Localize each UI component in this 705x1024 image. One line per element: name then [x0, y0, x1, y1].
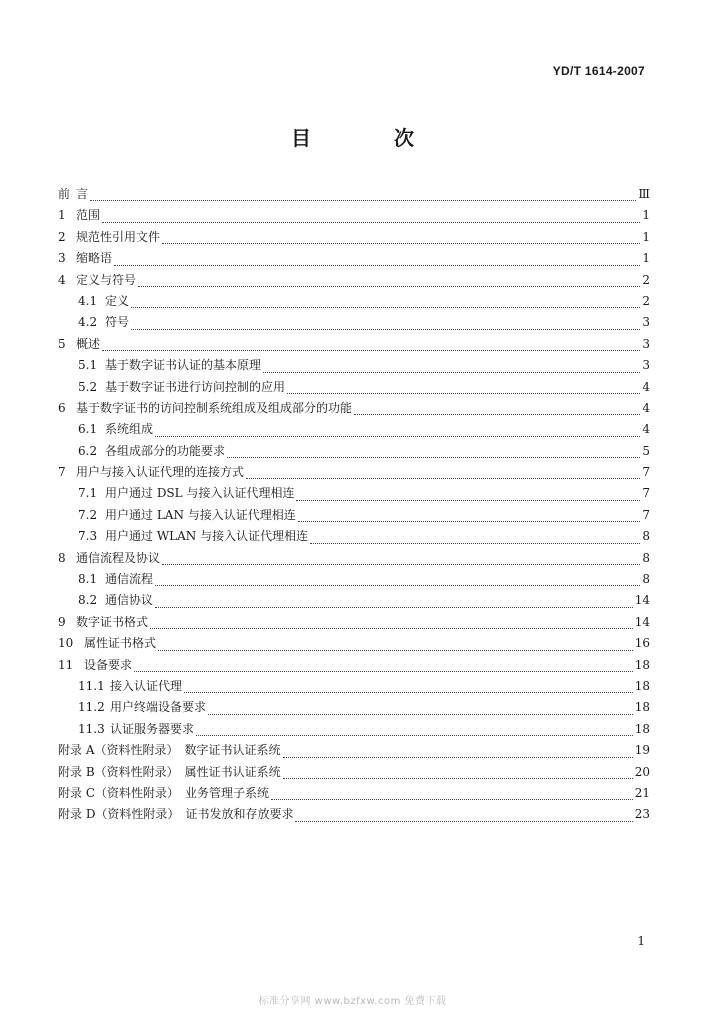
toc-entry-page: 18 [634, 700, 650, 715]
toc-entry-title: 各组成部分的功能要求 [105, 443, 226, 458]
toc-entry [58, 334, 650, 355]
toc-entry [58, 676, 650, 697]
toc-entry-page: 8 [642, 550, 650, 565]
toc-entry [58, 483, 650, 504]
toc-entry-page: 7 [642, 465, 650, 480]
toc-entry-page: 5 [642, 443, 650, 458]
toc-entry-label [58, 270, 136, 291]
toc-entry-number: 11.3 [78, 721, 105, 736]
toc-entry-label [78, 676, 182, 697]
toc-entry-label [78, 419, 153, 440]
toc-entry-page: 4 [642, 400, 650, 415]
toc-entry-page: 8 [642, 572, 650, 587]
toc-entry [58, 419, 650, 440]
toc-entry [58, 633, 650, 654]
toc-entry-label [78, 526, 308, 547]
toc-dot-leader [162, 242, 640, 244]
toc-entry-number: 11.1 [78, 678, 105, 693]
toc-entry-number: 5.2 [78, 379, 98, 394]
toc-entry-label [78, 355, 261, 376]
toc-dot-leader [296, 499, 640, 501]
toc-entry-page: 3 [642, 315, 650, 330]
toc-entry-title: 符号 [105, 315, 130, 330]
toc-entry-label [78, 441, 225, 462]
toc-entry [58, 548, 650, 569]
toc-entry-page: 16 [634, 636, 650, 651]
toc-dot-leader [283, 756, 633, 758]
toc-entry-title: 规范性引用文件 [76, 229, 161, 244]
toc-entry-number: 10 [58, 636, 74, 651]
toc-entry-page: 14 [634, 614, 650, 629]
toc-entry-label [78, 483, 294, 504]
toc-entry-page: 1 [642, 208, 650, 223]
toc-entry-label [58, 462, 244, 483]
toc-entry-number: 7.2 [78, 507, 98, 522]
toc-entry-title: 范围 [76, 208, 101, 223]
toc-entry-title: 认证服务器要求 [110, 721, 195, 736]
toc-entry-title: 设备要求 [84, 657, 133, 672]
toc-entry [58, 762, 650, 783]
toc-dot-leader [295, 820, 632, 822]
toc-entry-number: 7 [58, 465, 66, 480]
toc-entry-title: 用户通过 WLAN 与接入认证代理相连 [105, 529, 309, 544]
toc-entry-label [58, 205, 100, 226]
toc-entry-page: 14 [634, 593, 650, 608]
toc-dot-leader [134, 670, 633, 672]
toc-entry-page: 20 [634, 764, 650, 779]
toc-entry [58, 590, 650, 611]
standard-code: YD/T 1614-2007 [552, 64, 645, 78]
toc-dot-leader [102, 221, 640, 223]
toc-entry [58, 227, 650, 248]
toc-entry-number: 附录 B（资料性附录） [58, 764, 179, 779]
toc-entry [58, 270, 650, 291]
toc-dot-leader [90, 199, 636, 201]
toc-dot-leader [287, 392, 640, 394]
toc-entry-title: 概述 [76, 336, 101, 351]
toc-entry-title: 用户通过 DSL 与接入认证代理相连 [105, 486, 295, 501]
toc-entry-label [58, 612, 148, 633]
toc-entry-title: 基于数字证书进行访问控制的应用 [105, 379, 286, 394]
toc-entry-title: 用户终端设备要求 [110, 700, 207, 715]
toc-dot-leader [184, 691, 633, 693]
toc-entry-title: 用户通过 LAN 与接入认证代理相连 [105, 507, 296, 522]
page-title: 目 次 [291, 126, 452, 150]
toc-entry-title: 属性证书认证系统 [184, 764, 281, 779]
toc-entry [58, 248, 650, 269]
toc-dot-leader [310, 542, 640, 544]
toc-entry-label [58, 227, 160, 248]
toc-entry-title: 接入认证代理 [110, 678, 183, 693]
toc-entry-page: Ⅲ [638, 187, 650, 201]
toc-entry-page: 23 [634, 807, 650, 822]
toc-dot-leader [155, 435, 640, 437]
toc-entry-title: 缩略语 [76, 251, 113, 266]
toc-entry-number: 前 [58, 187, 71, 201]
toc-entry-title: 通信协议 [105, 593, 154, 608]
toc-entry-number: 6.1 [78, 422, 98, 437]
toc-entry-page: 3 [642, 336, 650, 351]
toc-dot-leader [131, 328, 640, 330]
toc-entry-label [78, 569, 153, 590]
toc-dot-leader [283, 777, 633, 779]
toc-entry-label [78, 697, 206, 718]
toc-entry [58, 526, 650, 547]
toc-entry-title: 定义 [105, 293, 130, 308]
toc-entry-page: 8 [642, 529, 650, 544]
toc-entry-title: 基于数字证书认证的基本原理 [105, 358, 262, 373]
toc-entry-label [58, 740, 281, 761]
toc-entry [58, 569, 650, 590]
toc-entry-page: 2 [642, 293, 650, 308]
toc-dot-leader [208, 713, 633, 715]
toc-entry-page: 1 [642, 229, 650, 244]
toc-entry-title: 用户与接入认证代理的连接方式 [76, 465, 245, 480]
toc-entry-label [58, 762, 281, 783]
toc-entry-number: 8.2 [78, 593, 98, 608]
toc-entry-number: 11 [58, 657, 74, 672]
toc-entry-label [58, 548, 160, 569]
toc-entry-number: 4 [58, 272, 66, 287]
toc-entry [58, 505, 650, 526]
toc-entry-page: 2 [642, 272, 650, 287]
toc-dot-leader [114, 264, 640, 266]
toc-entry [58, 291, 650, 312]
toc-entry-title: 通信流程及协议 [76, 550, 161, 565]
toc-entry-page: 3 [642, 358, 650, 373]
toc-entry [58, 740, 650, 761]
toc-entry-title: 系统组成 [105, 422, 154, 437]
toc-entry-number: 4.2 [78, 315, 98, 330]
toc-entry-number: 9 [58, 614, 66, 629]
toc-entry [58, 783, 650, 804]
toc-entry-number: 3 [58, 251, 66, 266]
toc-entry-label [78, 291, 129, 312]
toc-dot-leader [196, 734, 633, 736]
toc-entry-label [78, 377, 285, 398]
toc-dot-leader [162, 563, 640, 565]
toc-entry-page: 18 [634, 678, 650, 693]
toc-entry [58, 612, 650, 633]
toc-entry [58, 441, 650, 462]
toc-entry-label [78, 312, 129, 333]
toc-entry-label [58, 248, 112, 269]
toc-entry-number: 附录 D（资料性附录） [58, 807, 180, 822]
toc-entry-title: 定义与符号 [76, 272, 137, 287]
toc-entry-number: 7.1 [78, 486, 98, 501]
toc-entry-label [78, 719, 194, 740]
toc-entry-label [78, 590, 153, 611]
toc-entry-label [58, 184, 88, 205]
toc-entry-label [58, 633, 156, 654]
toc-entry-number: 11.2 [78, 700, 105, 715]
toc-entry [58, 804, 650, 825]
toc-entry [58, 312, 650, 333]
toc-entry-title: 言 [76, 187, 89, 201]
toc-entry-page: 18 [634, 657, 650, 672]
toc-dot-leader [271, 798, 633, 800]
toc-dot-leader [155, 584, 640, 586]
toc-entry-page: 1 [642, 251, 650, 266]
toc-entry-label [58, 655, 132, 676]
toc-entry-title: 业务管理子系统 [185, 785, 270, 800]
toc-entry-label [78, 505, 296, 526]
toc-dot-leader [150, 627, 633, 629]
toc-entry-page: 7 [642, 507, 650, 522]
toc-entry-title: 属性证书格式 [84, 636, 157, 651]
toc-entry-number: 5.1 [78, 358, 98, 373]
toc-dot-leader [298, 520, 640, 522]
toc-dot-leader [155, 606, 633, 608]
toc-entry-title: 数字证书认证系统 [184, 743, 281, 758]
toc-entry [58, 205, 650, 226]
toc-entry-number: 1 [58, 208, 66, 223]
toc-entry [58, 719, 650, 740]
watermark: 标准分享网 www.bzfxw.com 免费下载 [258, 996, 447, 1007]
toc-dot-leader [131, 306, 640, 308]
toc-entry-page: 7 [642, 486, 650, 501]
toc-entry [58, 697, 650, 718]
toc-entry-page: 18 [634, 721, 650, 736]
toc-dot-leader [246, 477, 640, 479]
toc-entry-page: 21 [634, 785, 650, 800]
toc-entry-label [58, 783, 269, 804]
toc-entry-title: 通信流程 [105, 572, 154, 587]
toc-entry-number: 8 [58, 550, 66, 565]
toc-entry-label [58, 398, 352, 419]
toc-entry-number: 2 [58, 229, 66, 244]
toc-entry [58, 398, 650, 419]
toc-entry-number: 附录 A（资料性附录） [58, 743, 179, 758]
page-number: 1 [637, 934, 645, 948]
table-of-contents [58, 184, 650, 826]
toc-entry [58, 184, 650, 205]
toc-entry-number: 5 [58, 336, 66, 351]
toc-entry-label [58, 334, 100, 355]
toc-entry-page: 4 [642, 379, 650, 394]
toc-entry-number: 7.3 [78, 529, 98, 544]
toc-entry [58, 377, 650, 398]
toc-dot-leader [263, 371, 640, 373]
toc-entry-number: 附录 C（资料性附录） [58, 785, 179, 800]
toc-entry-label [58, 804, 293, 825]
toc-entry-number: 8.1 [78, 572, 98, 587]
toc-entry-title: 证书发放和存放要求 [185, 807, 294, 822]
toc-dot-leader [102, 349, 640, 351]
toc-entry [58, 355, 650, 376]
toc-entry [58, 655, 650, 676]
toc-entry-number: 6.2 [78, 443, 98, 458]
toc-dot-leader [158, 649, 633, 651]
toc-entry-title: 数字证书格式 [76, 614, 149, 629]
toc-dot-leader [227, 456, 640, 458]
toc-dot-leader [354, 413, 640, 415]
toc-entry-title: 基于数字证书的访问控制系统组成及组成部分的功能 [76, 400, 353, 415]
toc-entry-page: 4 [642, 422, 650, 437]
toc-entry-page: 19 [634, 743, 650, 758]
toc-entry-number: 6 [58, 400, 66, 415]
toc-entry [58, 462, 650, 483]
toc-dot-leader [138, 285, 640, 287]
toc-entry-number: 4.1 [78, 293, 98, 308]
